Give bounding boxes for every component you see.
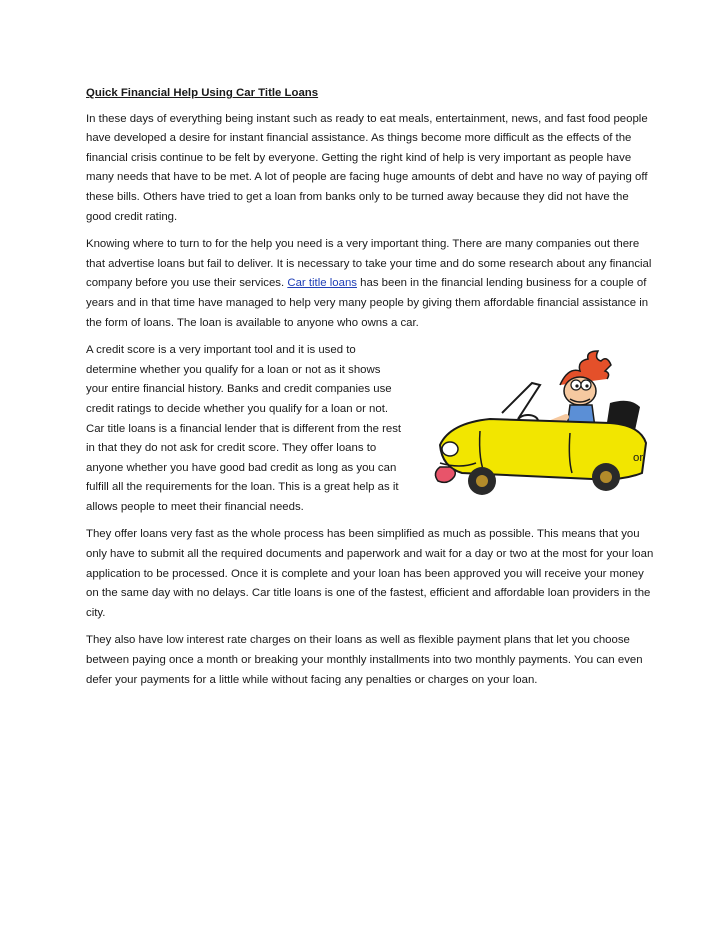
paragraph-2 — [86, 235, 656, 333]
paragraph-5: They also have low interest rate charges on their loans as well as flexible payment plans that let you choose between paying once a month or breaking your monthly installments into two monthly payments. You can even defer your payments for a little while without facing any penalties or charges on your loan. — [86, 634, 643, 686]
document-title: Quick Financial Help Using Car Title Loans — [86, 87, 319, 99]
paragraph-2-text-b: has been in the financial lending business for a couple of years and in that time have managed to help very many people by giving them affordable financial assistance in the form of loans. The loan is available to anyone who owns a car. — [86, 277, 649, 329]
paragraph-2-text-a: Knowing where to turn to for the help you need is a very important thing. There are many companies out there that advertise loans but fail to deliver. It is necessary to take your time and do some research about any financial company before you use their services. — [86, 238, 652, 290]
car-title-loans-link[interactable]: Car title loans — [287, 277, 357, 290]
paragraph-3-or-word: or — [633, 452, 644, 464]
paragraph-3 — [86, 341, 656, 517]
paragraph-1: In these days of everything being instant such as ready to eat meals, entertainment, news, and fast food people have developed a desire for instant financial assistance. As things become more difficult as the effects of the financial crisis continue to be felt by everyone. Getting the right kind of help is very important as people have many needs that have to be met. A lot of people are facing huge amounts of debt and have no way of paying off these bills. Others have tried to get a loan from banks only to be turned away because they did not have the good credit rating. — [86, 112, 648, 223]
cartoon-car-driver-icon — [410, 345, 660, 505]
document-page — [86, 84, 656, 698]
paragraph-4: They offer loans very fast as the whole process has been simplified as much as possible. This means that you only have to submit all the required documents and paperwork and wait for a day or two at the most for your loan application to be processed. Once it is complete and your loan has been approved you will receive your money on the same day with no delays. Car title loans is one of the fastest, efficient and affordable loan providers in the city. — [86, 528, 654, 619]
paragraph-3-text: A credit score is a very important tool and it is used to determine whether you qualify for a loan or not as it shows your entire financial history. Banks and credit companies use credit ratings to decide whether you qualify for a loan or not. Car title loans is a financial lender that is different from the rest in that they do not ask for credit score. They offer loans to anyone whether you have good bad credit as long as you can fulfill all the requirements for the loan. This is a great help as it allows people to meet their financial needs. — [86, 344, 402, 513]
